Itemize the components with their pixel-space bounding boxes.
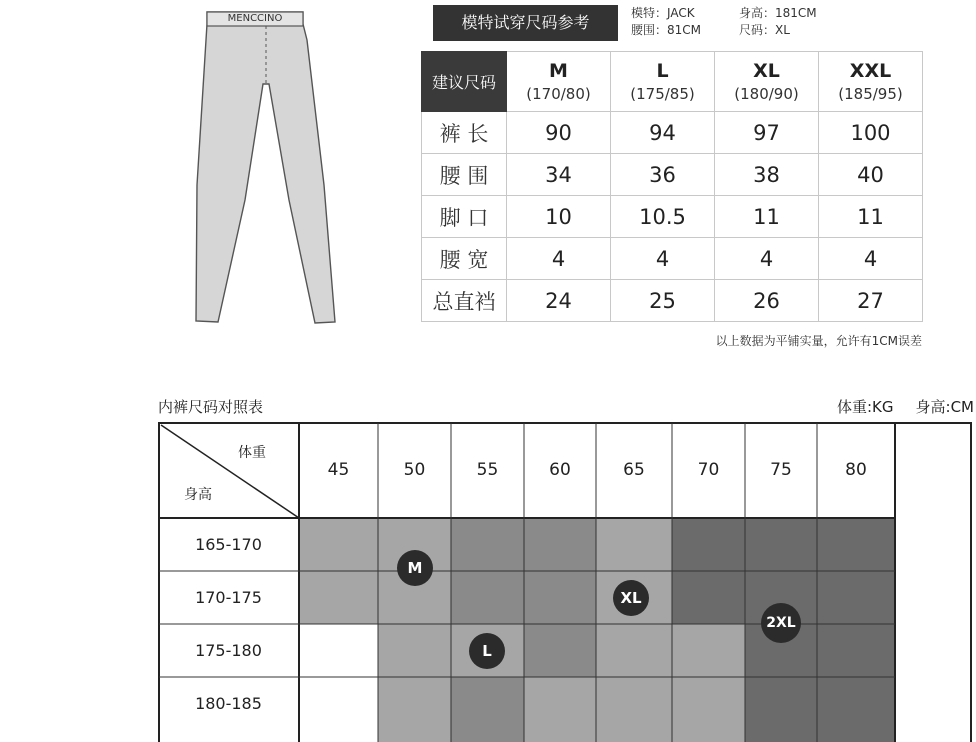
height-row-label: 165-170 <box>195 535 262 554</box>
size-column-l <box>611 52 715 112</box>
table-cell: 11 <box>715 196 819 238</box>
table-row <box>422 280 923 322</box>
underwear-chart-title: 内裤尺码对照表 <box>158 398 264 416</box>
table-row <box>422 112 923 154</box>
size-table <box>421 51 923 322</box>
model-height: 身高：181CM <box>739 6 817 20</box>
table-cell: 27 <box>819 280 923 322</box>
size-name: XL <box>753 59 780 82</box>
table-cell: 10 <box>507 196 611 238</box>
size-spec: (185/95) <box>838 84 903 103</box>
row-label: 裤 长 <box>422 112 507 154</box>
table-cell: 90 <box>507 112 611 154</box>
table-cell: 100 <box>819 112 923 154</box>
corner-height-label: 身高 <box>184 487 212 503</box>
size-badge-l: L <box>469 633 505 669</box>
recommended-size-header: 建议尺码 <box>422 52 507 112</box>
grid-lines <box>158 422 972 742</box>
table-cell: 4 <box>507 238 611 280</box>
table-cell: 40 <box>819 154 923 196</box>
unit-legend <box>760 396 974 417</box>
size-name: L <box>656 59 669 82</box>
corner-weight-label: 体重 <box>238 445 266 461</box>
height-row-label: 180-185 <box>195 694 262 713</box>
weight-header: 75 <box>770 460 792 480</box>
table-cell: 4 <box>715 238 819 280</box>
size-badge-xl: XL <box>613 580 649 616</box>
weight-header: 60 <box>549 460 571 480</box>
table-row <box>422 196 923 238</box>
weight-unit: 体重:KG <box>837 398 894 416</box>
height-unit: 身高:CM <box>915 398 974 416</box>
table-cell: 26 <box>715 280 819 322</box>
table-cell: 11 <box>819 196 923 238</box>
model-waist: 腰围：81CM <box>631 23 702 37</box>
table-cell: 4 <box>611 238 715 280</box>
size-spec: (175/85) <box>630 84 695 103</box>
table-cell: 10.5 <box>611 196 715 238</box>
size-column-m <box>507 52 611 112</box>
size-column-xl <box>715 52 819 112</box>
weight-header: 80 <box>845 460 867 480</box>
table-row <box>422 238 923 280</box>
weight-header: 45 <box>327 460 350 480</box>
row-label: 脚 口 <box>422 196 507 238</box>
table-cell: 38 <box>715 154 819 196</box>
weight-header: 65 <box>623 460 645 480</box>
long-johns-icon <box>190 10 350 326</box>
model-name: 模特：JACK <box>631 6 695 20</box>
size-spec: (180/90) <box>734 84 799 103</box>
height-row-label: 170-175 <box>195 588 262 607</box>
table-cell: 97 <box>715 112 819 154</box>
size-name: XXL <box>849 59 892 82</box>
weight-header: 55 <box>476 460 499 480</box>
table-cell: 4 <box>819 238 923 280</box>
height-row-label: 175-180 <box>195 641 262 660</box>
size-column-xxl <box>819 52 923 112</box>
size-name: M <box>549 59 568 82</box>
measurement-note: 以上数据为平铺实量，允许有1CM误差 <box>715 334 922 348</box>
table-cell: 94 <box>611 112 715 154</box>
table-cell: 34 <box>507 154 611 196</box>
model-reference-tag: 模特试穿尺码参考 <box>433 5 618 41</box>
size-badge-2xl: 2XL <box>761 603 801 643</box>
row-label: 腰 宽 <box>422 238 507 280</box>
table-row <box>422 154 923 196</box>
row-label: 腰 围 <box>422 154 507 196</box>
size-badge-m: M <box>397 550 433 586</box>
weight-header: 70 <box>697 460 720 480</box>
model-size: 尺码：XL <box>739 23 790 37</box>
size-spec: (170/80) <box>526 84 591 103</box>
table-cell: 25 <box>611 280 715 322</box>
size-header-row <box>422 52 923 112</box>
table-cell: 24 <box>507 280 611 322</box>
weight-header: 50 <box>403 460 426 480</box>
underwear-size-grid <box>158 422 972 742</box>
row-label: 总直裆 <box>422 280 507 322</box>
brand-label: MENCCINO <box>227 13 283 24</box>
table-cell: 36 <box>611 154 715 196</box>
